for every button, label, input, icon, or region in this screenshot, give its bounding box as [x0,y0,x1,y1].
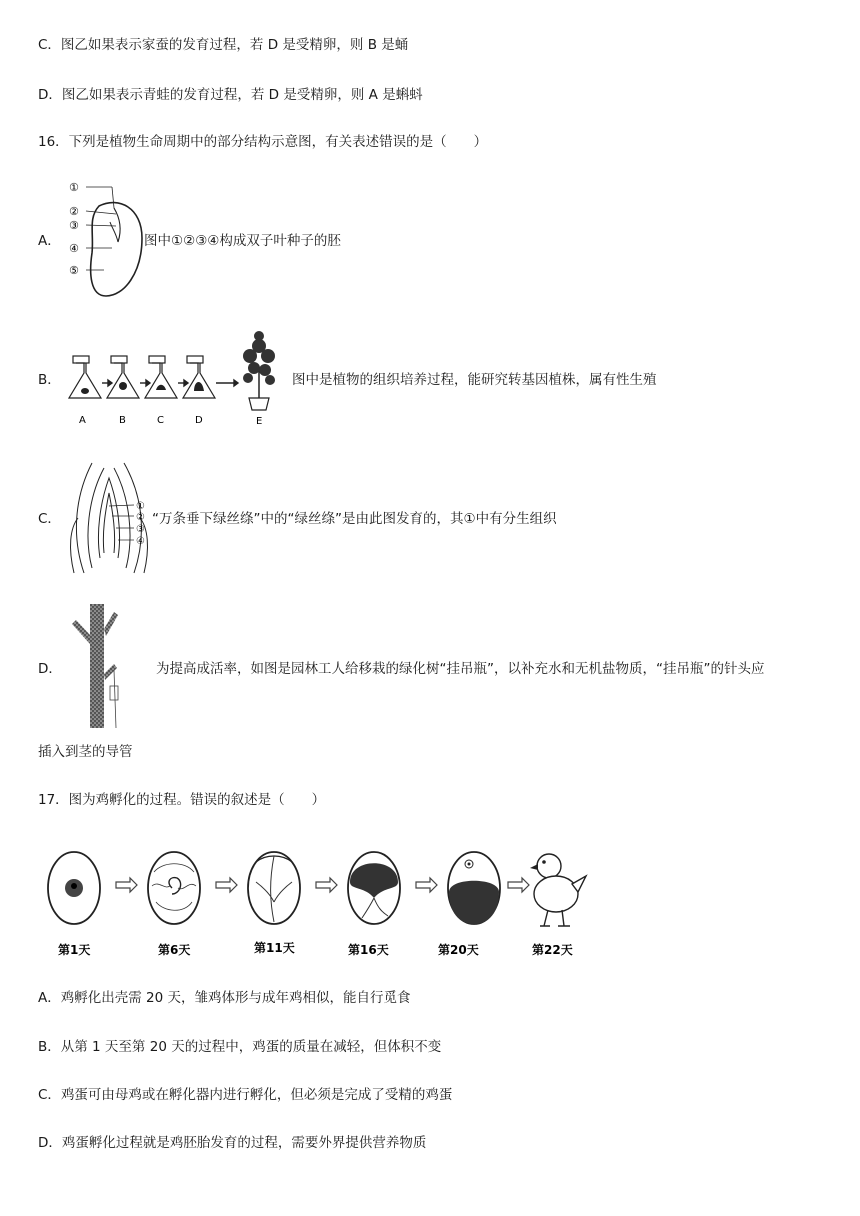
q17-option-b-label: B． [38,1039,61,1055]
q15-option-d: D．图乙如果表示青蛙的发育过程，若 D 是受精卵，则 A 是蝌蚪 [38,87,423,103]
q16-option-c-text: “万条垂下绿丝绦”中的“绿丝绦”是由此图发育的，其①中有分生组织 [152,511,557,527]
q16-option-a-text: 图中①②③④构成双子叶种子的胚 [144,233,341,249]
figC-label-3: ③ [136,524,145,535]
q17-option-b-text: 从第 1 天至第 20 天的过程中，鸡蛋的质量在减轻，但体积不变 [60,1039,442,1055]
chick-incubation-diagram [44,842,590,966]
q16-option-b-text: 图中是植物的组织培养过程，能研究转基因植株，属有性生殖 [292,372,657,388]
figC-label-1: ① [136,501,145,512]
day-label-6: 第6天 [158,943,191,957]
q16-option-a-label: A． [38,233,61,249]
day-label-11: 第11天 [254,941,295,955]
q17-option-a-text: 鸡孵化出壳需 20 天，雏鸡体形与成年鸡相似，能自行觅食 [60,990,411,1006]
day-label-20: 第20天 [438,943,479,957]
figA-label-3: ③ [69,219,79,232]
figA-label-1: ① [69,181,79,194]
q16-option-d-continuation: 插入到茎的导管 [38,744,133,760]
day-label-22: 第22天 [532,943,573,957]
q17-option-d-label: D． [38,1135,62,1151]
q16-option-b-label: B． [38,372,61,388]
q17-option-c-label: C． [38,1087,61,1103]
tissue-culture-diagram [64,328,294,428]
leaf-bud-diagram [64,458,154,580]
figC-label-4: ④ [136,536,145,547]
q17-option-d [38,1133,426,1153]
bean-seed-diagram [64,178,154,298]
figC-label-2: ② [136,512,145,523]
q17-option-d-text: 鸡蛋孵化过程就是鸡胚胎发育的过程，需要外界提供营养物质 [61,1135,427,1151]
q17-stem: 17．图为鸡孵化的过程。错误的叙述是（ ） [38,792,326,808]
q16-option-d-label: D． [38,661,62,677]
q17-option-c-text: 鸡蛋可由母鸡或在孵化器内进行孵化，但必须是完成了受精的鸡蛋 [60,1087,453,1103]
tree-drip-diagram [64,604,124,728]
figA-label-4: ④ [69,242,79,255]
q16-stem: 16．下列是植物生命周期中的部分结构示意图，有关表述错误的是（ ） [38,134,488,150]
q17-option-b [38,1037,441,1057]
figB-label-c: C [157,415,164,426]
figB-label-e: E [256,416,263,427]
q16-option-c-label: C． [38,511,61,527]
figA-label-5: ⑤ [69,264,79,277]
figB-label-b: B [119,415,126,426]
q15-option-c: C．图乙如果表示家蚕的发育过程，若 D 是受精卵，则 B 是蛹 [38,37,409,53]
figB-label-a: A [79,415,86,426]
figA-label-2: ② [69,205,79,218]
q17-option-a [38,988,411,1008]
q17-option-a-label: A． [38,990,61,1006]
figB-label-d: D [195,415,203,426]
day-label-1: 第1天 [58,943,91,957]
q16-option-d-text: 为提高成活率，如图是园林工人给移栽的绿化树“挂吊瓶”，以补充水和无机盐物质，“挂吊瓶”的针头应 [156,661,765,677]
day-label-16: 第16天 [348,943,389,957]
q17-option-c [38,1085,452,1105]
